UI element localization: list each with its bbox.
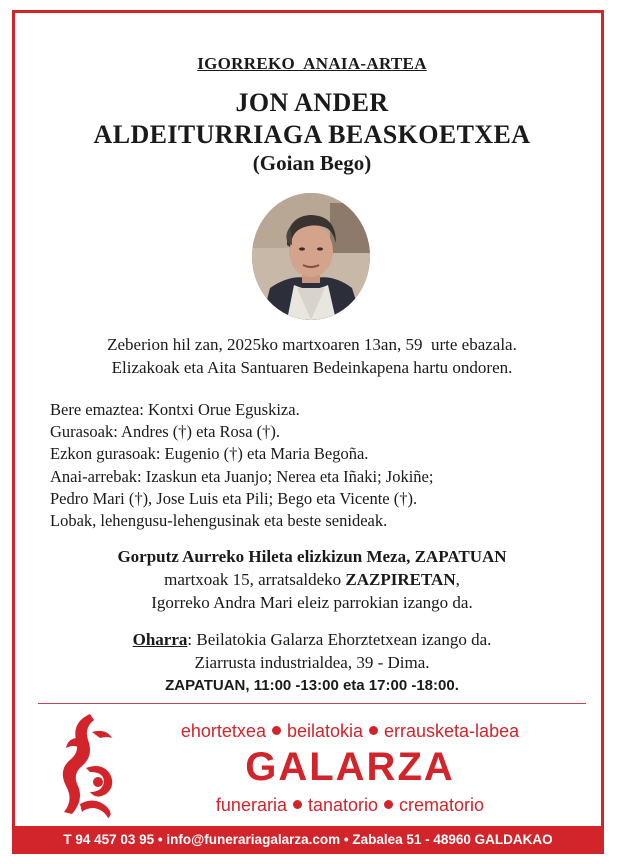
service-item: tanatorio: [307, 795, 379, 815]
portrait-photo: [252, 193, 370, 320]
sacraments-line: Elizakoak eta Aita Santuaren Bedeinkapena hartu ondoren.: [111, 358, 513, 377]
family-line: Lobak, lehengusu-lehengusinak eta beste senideak.: [50, 511, 388, 531]
galarza-swirl-logo-icon: [50, 708, 130, 820]
bullet-icon: [293, 800, 302, 809]
service-item: funeraria: [215, 795, 287, 815]
association-heading: IGORREKO ANAIA-ARTEA: [197, 54, 427, 73]
brand-services-spanish: [130, 795, 570, 816]
family-line: Gurasoak: Andres (†) eta Rosa (†).: [50, 422, 281, 442]
death-date-line: Zeberion hil zan, 2025ko martxoaren 13an, 59 urte ebazala.: [107, 335, 517, 354]
service-item: ehortetxea: [180, 721, 266, 741]
service-item: crematorio: [399, 795, 485, 815]
divider-line: [38, 703, 586, 704]
bullet-icon: [272, 726, 281, 735]
family-line: Bere emaztea: Kontxi Orue Eguskiza.: [50, 400, 300, 419]
rest-in-peace-text: (Goian Bego): [252, 151, 372, 175]
service-item: errausketa-labea: [384, 721, 520, 741]
funeral-mass-time: [0, 568, 624, 591]
wake-address: Ziarrusta industrialdea, 39 - Dima.: [194, 653, 430, 672]
contact-footer: T 94 457 03 95 • info@funerariagalarza.com • Zabalea 51 - 48960 GALDAKAO: [12, 826, 604, 854]
funeral-date-text: martxoak 15, arratsaldeko: [164, 570, 346, 589]
note-text: : Beilatokia Galarza Ehorztetxean izango da.: [187, 630, 492, 649]
bullet-icon: [384, 800, 393, 809]
bullet-icon: [369, 726, 378, 735]
family-line: Pedro Mari (†), Jose Luis eta Pili; Bego eta Vicente (†).: [50, 488, 418, 508]
wake-note-line: [0, 628, 624, 651]
funeral-time-punct: ,: [455, 570, 460, 589]
service-item: beilatokia: [286, 721, 364, 741]
family-list: [50, 399, 570, 532]
family-line: Anai-arrebak: Izaskun eta Juanjo; Nerea eta Iñaki; Jokiñe;: [50, 466, 434, 486]
brand-services-basque: [130, 721, 570, 742]
deceased-name-first: JON ANDER: [235, 88, 389, 117]
funeral-mass-title: Gorputz Aurreko Hileta elizkizun Meza, ZAPATUAN: [117, 547, 507, 566]
family-line: Ezkon gurasoak: Eugenio (†) eta Maria Begoña.: [50, 444, 369, 464]
note-label: Oharra: [132, 630, 188, 649]
wake-hours: ZAPATUAN, 11:00 -13:00 eta 17:00 -18:00.: [165, 677, 459, 694]
wake-note: [0, 628, 624, 697]
funeral-hour-text: ZAZPIRETAN: [345, 570, 456, 589]
funeral-location: Igorreko Andra Mari eleiz parrokian izango da.: [151, 593, 473, 612]
deceased-name-surnames: ALDEITURRIAGA BEASKOETXEA: [93, 120, 531, 149]
death-announcement: [0, 333, 624, 379]
funeral-mass-info: [0, 545, 624, 614]
brand-name: GALARZA: [245, 745, 455, 789]
